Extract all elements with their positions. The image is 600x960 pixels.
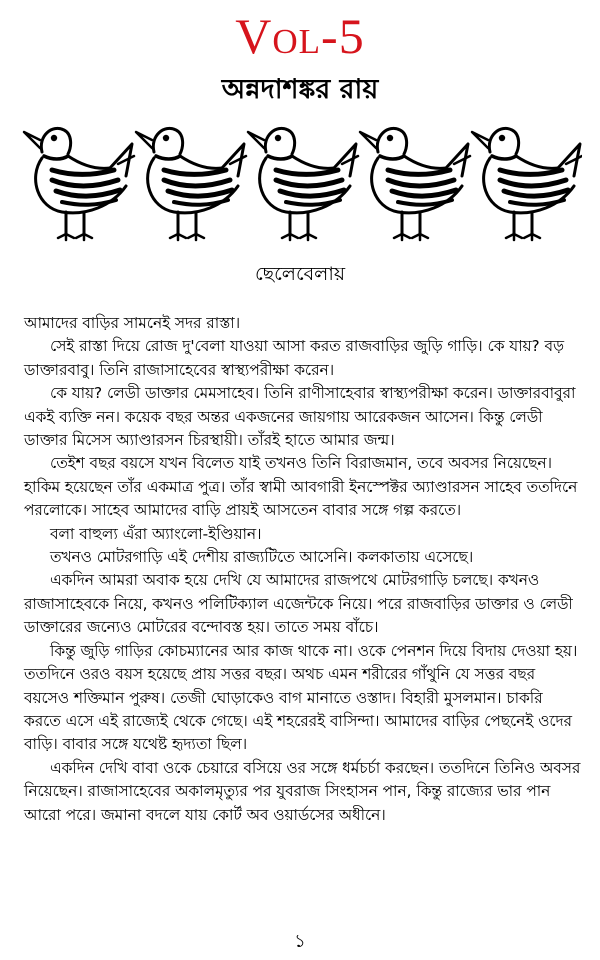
paragraph: কিন্তু জুড়ি গাড়ির কোচম্যানের আর কাজ থাকে না। ওকে পেনশন দিয়ে বিদায় দেওয়া হয়। ততদিনে ওরও বয়স হয়েছে প্রায় সত্তর বছর। অথচ এমন শরীরের গাঁথুনি যে সত্তর বছর বয়সেও শক্তিমান পুরুষ। তেজী ঘোড়াকেও বাগ মানাতে ওস্তাদ। বিহারী মুসলমান। চাকরি করতে এসে এই রাজ্যেই থেকে গেছে। এই শহরেরই বাসিন্দা। আমাদের বাড়ির পেছনেই ওদের বাড়ি। বাবার সঙ্গে যথেষ্ট হৃদ্যতা ছিল। bbox=[24, 641, 578, 754]
chapter-title: ছেলেবেলায় bbox=[254, 263, 346, 285]
bird-icon bbox=[248, 128, 358, 240]
author-name: অন্নদাশঙ্কর রায় bbox=[221, 74, 379, 105]
bird-icon bbox=[24, 128, 134, 240]
bird-icon bbox=[360, 128, 470, 240]
body-text bbox=[24, 312, 582, 827]
volume-title: Vol-5 bbox=[235, 8, 365, 64]
paragraph: তখনও মোটরগাড়ি এই দেশীয় রাজ্যটিতে আসেনি। কলকাতায় এসেছে। bbox=[50, 548, 474, 567]
paragraph: বলা বাহুল্য এঁরা অ্যাংলো-ইণ্ডিয়ান। bbox=[50, 524, 262, 543]
bird-icon bbox=[472, 128, 582, 240]
paragraph: কে যায়? লেডী ডাক্তার মেমসাহেব। তিনি রাণীসাহেবার স্বাস্থ্যপরীক্ষা করেন। ডাক্তারবাবুরা একই ব্যক্তি নন। কয়েক বছর অন্তর একজনের জায়গায় আরেকজন আসেন। কিন্তু লেডী ডাক্তার মিসেস অ্যাণ্ডারসন চিরস্থায়ী। তাঁরই হাতে আমার জন্ম। bbox=[24, 384, 576, 450]
bird-icon bbox=[136, 128, 246, 240]
paragraph: আমাদের বাড়ির সামনেই সদর রাস্তা। bbox=[24, 314, 241, 332]
paragraph: তেইশ বছর বয়সে যখন বিলেত যাই তখনও তিনি বিরাজমান, তবে অবসর নিয়েছেন। হাকিম হয়েছেন তাঁর একমাত্র পুত্র। তাঁর স্বামী আবগারী ইনস্পেক্টর অ্যাণ্ডারসন সাহেব ততদিনে পরলোকে। সাহেব আমাদের বাড়ি প্রায়ই আসতেন বাবার সঙ্গে গল্প করতে। bbox=[24, 454, 578, 520]
bird-decoration-row bbox=[22, 118, 582, 246]
page-number: ১ bbox=[294, 931, 306, 952]
paragraph: একদিন আমরা অবাক হয়ে দেখি যে আমাদের রাজপথে মোটরগাড়ি চলছে। কখনও রাজাসাহেবকে নিয়ে, কখনও পলিটিক্যাল এজেন্টকে নিয়ে। পরে রাজবাড়ির ডাক্তার ও লেডী ডাক্তারের জন্যেও মোটরের বন্দোবস্ত হয়। তাতে সময় বাঁচে। bbox=[24, 571, 573, 637]
paragraph: সেই রাস্তা দিয়ে রোজ দু'বেলা যাওয়া আসা করত রাজবাড়ির জুড়ি গাড়ি। কে যায়? বড় ডাক্তারবাবু। তিনি রাজাসাহেবের স্বাস্থ্যপরীক্ষা করেন। bbox=[24, 337, 564, 379]
paragraph: একদিন দেখি বাবা ওকে চেয়ারে বসিয়ে ওর সঙ্গে ধর্মচর্চা করছেন। ততদিনে তিনিও অবসর নিয়েছেন। রাজাসাহেবের অকালমৃত্যুর পর যুবরাজ সিংহাসন পান, কিন্তু রাজ্যের ভার পান আরো পরে। জমানা বদলে যায় কোর্ট অব ওয়ার্ডসের অধীনে। bbox=[24, 758, 581, 824]
